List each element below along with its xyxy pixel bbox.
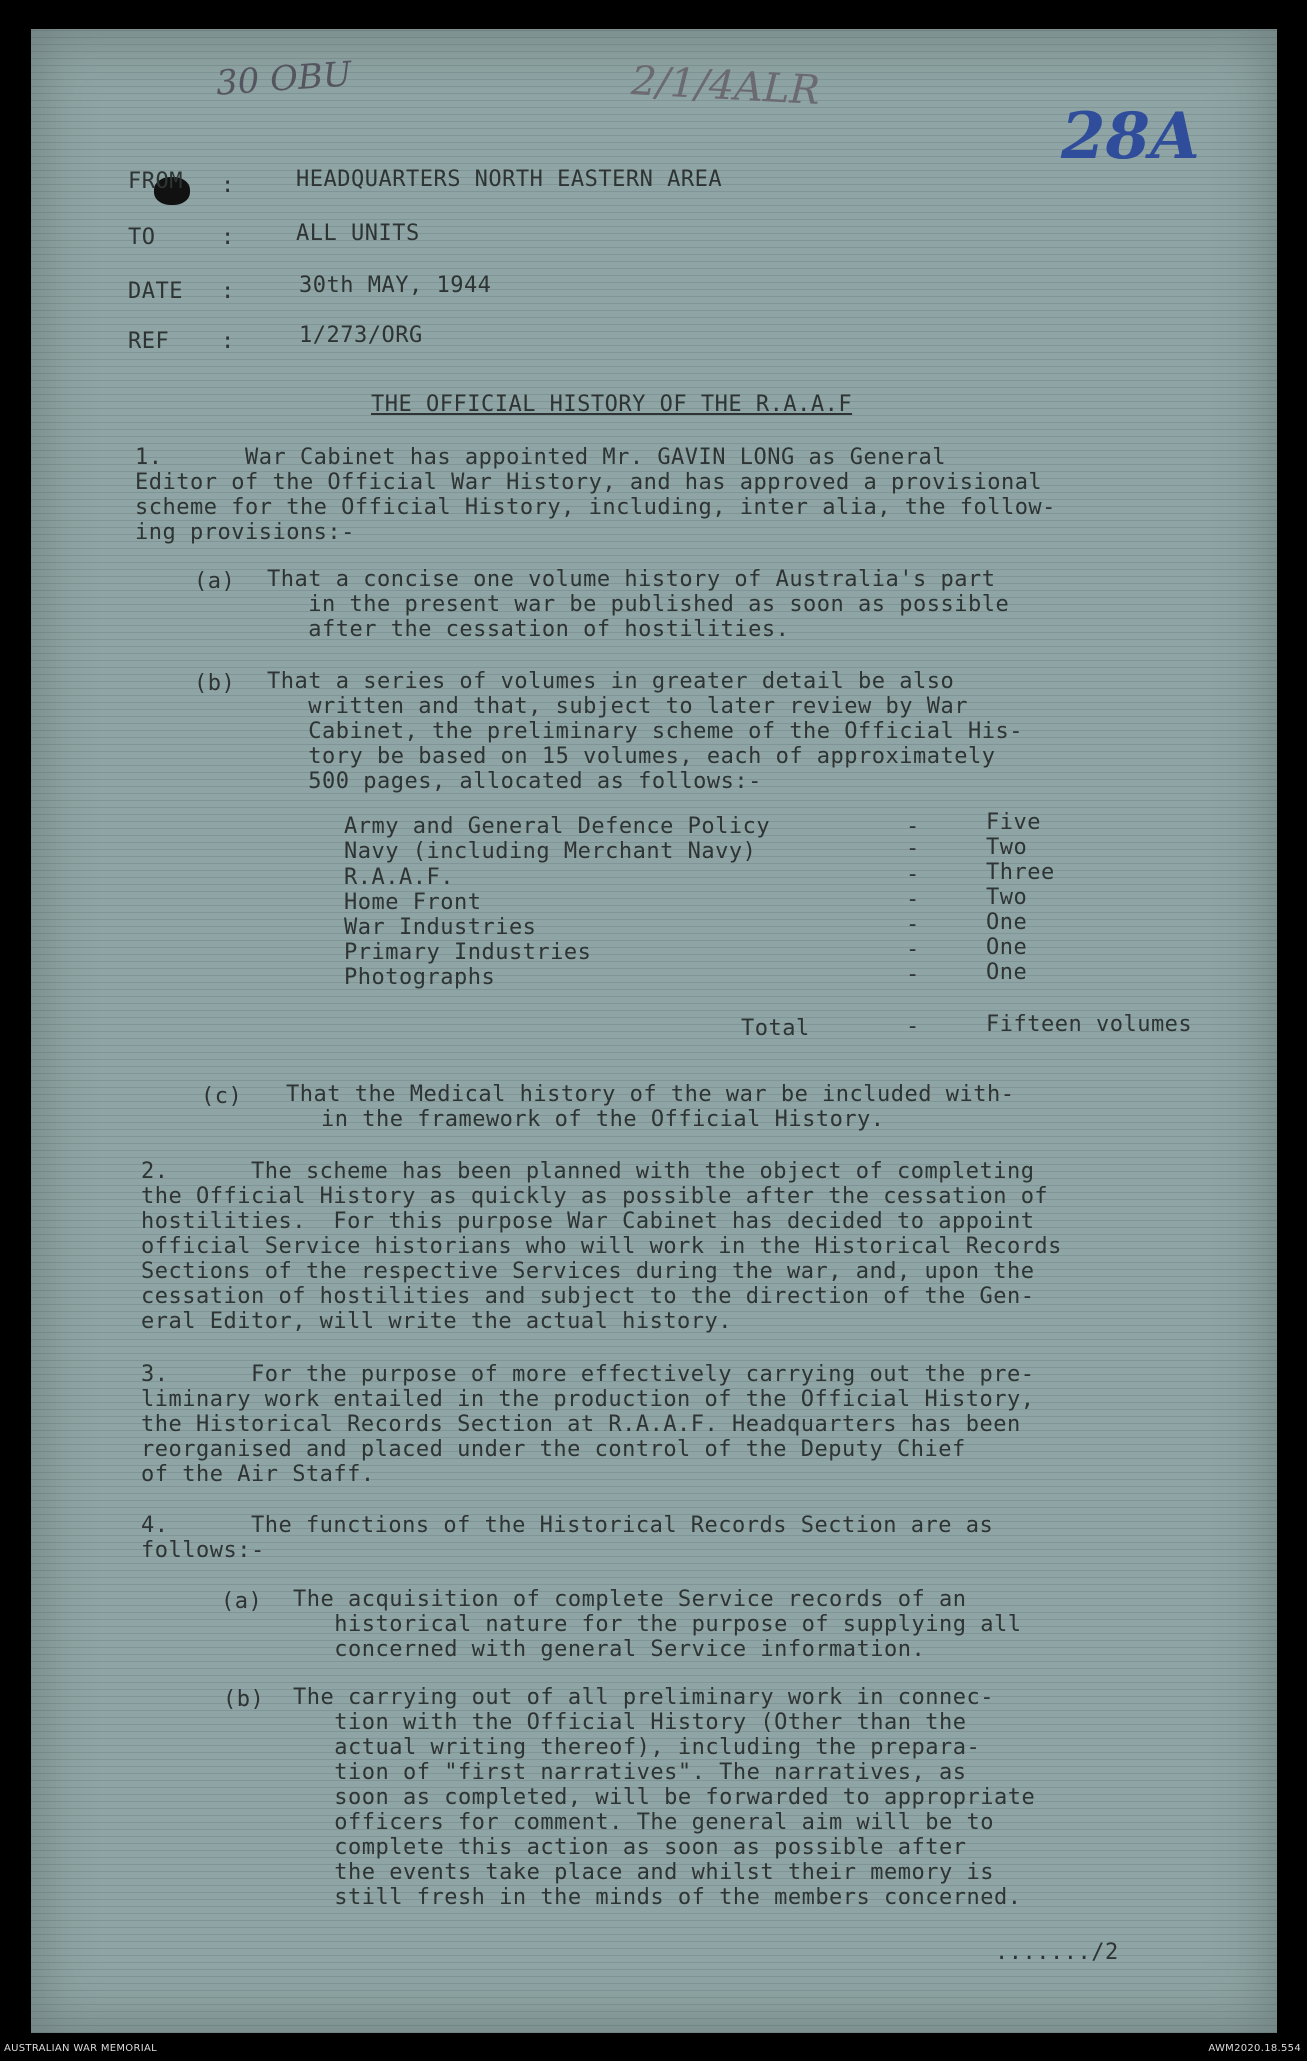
item-line: tion of "first narratives". The narratives, as bbox=[293, 1760, 967, 1785]
document-page bbox=[31, 29, 1277, 2033]
date-label: DATE bbox=[128, 279, 183, 304]
paragraph-line: Editor of the Official War History, and has approved a provisional bbox=[135, 470, 1043, 495]
item-line: Cabinet, the preliminary scheme of the Official His- bbox=[267, 719, 1023, 744]
handwritten-note-top-left: 30 OBU bbox=[214, 54, 353, 104]
volume-count: One bbox=[986, 910, 1028, 935]
item-line: The carrying out of all preliminary work in connec- bbox=[293, 1685, 995, 1710]
item-line: the events take place and whilst their memory is bbox=[293, 1860, 995, 1885]
volume-dash: - bbox=[906, 937, 920, 962]
paragraph-line: 4. The functions of the Historical Records Section are as bbox=[141, 1513, 994, 1538]
total-value: Fifteen volumes bbox=[986, 1012, 1193, 1037]
item-line: written and that, subject to later review by War bbox=[267, 694, 969, 719]
paragraph-line: 3. For the purpose of more effectively carrying out the pre- bbox=[141, 1362, 1035, 1387]
volume-dash: - bbox=[906, 862, 920, 887]
volume-name: R.A.A.F. bbox=[344, 865, 454, 890]
item-line: historical nature for the purpose of supplying all bbox=[293, 1612, 1022, 1637]
volume-name: Primary Industries bbox=[344, 940, 592, 965]
date-colon: : bbox=[221, 279, 235, 304]
to-value: ALL UNITS bbox=[296, 221, 420, 246]
footer-left-credit: AUSTRALIAN WAR MEMORIAL bbox=[4, 2043, 157, 2054]
date-value: 30th MAY, 1944 bbox=[299, 273, 492, 298]
ref-colon: : bbox=[221, 329, 235, 354]
volume-name: War Industries bbox=[344, 915, 537, 940]
continuation-marker: ......./2 bbox=[995, 1940, 1119, 1965]
ref-label: REF bbox=[128, 329, 170, 354]
item-line: in the framework of the Official History. bbox=[321, 1107, 885, 1132]
volume-dash: - bbox=[906, 962, 920, 987]
volume-dash: - bbox=[906, 814, 920, 839]
ref-value: 1/273/ORG bbox=[299, 323, 423, 348]
paragraph-line: scheme for the Official History, including, inter alia, the follow- bbox=[135, 495, 1056, 520]
volume-name: Photographs bbox=[344, 965, 496, 990]
paragraph-line: official Service historians who will work in the Historical Records bbox=[141, 1234, 1062, 1259]
to-label: TO bbox=[128, 225, 156, 250]
item-line: after the cessation of hostilities. bbox=[267, 617, 790, 642]
item-line: still fresh in the minds of the members concerned. bbox=[293, 1885, 1022, 1910]
volume-dash: - bbox=[906, 836, 920, 861]
total-label: Total bbox=[741, 1016, 810, 1041]
volume-name: Navy (including Merchant Navy) bbox=[344, 839, 757, 864]
handwritten-note-top-center: 2/1/4ALR bbox=[629, 58, 821, 114]
paragraph-line: hostilities. For this purpose War Cabinet has decided to appoint bbox=[141, 1209, 1035, 1234]
volume-count: Five bbox=[986, 810, 1041, 835]
paragraph-line: the Historical Records Section at R.A.A.F. Headquarters has been bbox=[141, 1412, 1021, 1437]
footer-right-accession: AWM2020.18.554 bbox=[1208, 2043, 1301, 2054]
paragraph-line: 2. The scheme has been planned with the object of completing bbox=[141, 1159, 1035, 1184]
volume-count: Three bbox=[986, 860, 1055, 885]
item-line: actual writing thereof), including the prepara- bbox=[293, 1735, 981, 1760]
paragraph-line: liminary work entailed in the production of the Official History, bbox=[141, 1387, 1035, 1412]
paragraph-line: 1. War Cabinet has appointed Mr. GAVIN LONG as General bbox=[135, 445, 946, 470]
item-line: in the present war be published as soon as possible bbox=[267, 592, 1010, 617]
item-line: officers for comment. The general aim will be to bbox=[293, 1810, 995, 1835]
item-line: 500 pages, allocated as follows:- bbox=[267, 769, 762, 794]
paragraph-line: reorganised and placed under the control of the Deputy Chief bbox=[141, 1437, 966, 1462]
item-line: concerned with general Service information. bbox=[293, 1637, 926, 1662]
volume-dash: - bbox=[906, 912, 920, 937]
item-label-b: (b) bbox=[223, 1687, 265, 1712]
item-label-b: (b) bbox=[194, 671, 236, 696]
from-colon: : bbox=[221, 173, 235, 198]
volume-dash: - bbox=[906, 887, 920, 912]
total-dash: - bbox=[906, 1014, 920, 1039]
item-label-a: (a) bbox=[221, 1589, 263, 1614]
item-line: tory be based on 15 volumes, each of approximately bbox=[267, 744, 996, 769]
item-label-c: (c) bbox=[201, 1084, 243, 1109]
paragraph-line: cessation of hostilities and subject to the direction of the Gen- bbox=[141, 1284, 1035, 1309]
item-line: tion with the Official History (Other than the bbox=[293, 1710, 967, 1735]
item-line: complete this action as soon as possible after bbox=[293, 1835, 967, 1860]
from-value: HEADQUARTERS NORTH EASTERN AREA bbox=[296, 167, 723, 192]
paragraph-line: eral Editor, will write the actual history. bbox=[141, 1309, 733, 1334]
paragraph-line: follows:- bbox=[141, 1538, 265, 1563]
volume-name: Home Front bbox=[344, 890, 482, 915]
paragraph-line: of the Air Staff. bbox=[141, 1462, 375, 1487]
item-line: That the Medical history of the war be included with- bbox=[286, 1082, 1015, 1107]
volume-count: Two bbox=[986, 885, 1028, 910]
item-line: The acquisition of complete Service records of an bbox=[293, 1587, 967, 1612]
from-label: FROM bbox=[128, 169, 183, 194]
document-title: THE OFFICIAL HISTORY OF THE R.A.A.F bbox=[371, 392, 853, 417]
paragraph-line: ing provisions:- bbox=[135, 520, 355, 545]
paragraph-line: the Official History as quickly as possible after the cessation of bbox=[141, 1184, 1049, 1209]
item-line: That a series of volumes in greater detail be also bbox=[267, 669, 955, 694]
volume-count: One bbox=[986, 960, 1028, 985]
volume-count: Two bbox=[986, 835, 1028, 860]
volume-name: Army and General Defence Policy bbox=[344, 814, 771, 839]
to-colon: : bbox=[221, 225, 235, 250]
item-line: That a concise one volume history of Australia's part bbox=[267, 567, 996, 592]
volume-count: One bbox=[986, 935, 1028, 960]
paragraph-line: Sections of the respective Services during the war, and, upon the bbox=[141, 1259, 1035, 1284]
item-label-a: (a) bbox=[194, 569, 236, 594]
handwritten-folio-number: 28A bbox=[1061, 99, 1200, 174]
item-line: soon as completed, will be forwarded to appropriate bbox=[293, 1785, 1036, 1810]
